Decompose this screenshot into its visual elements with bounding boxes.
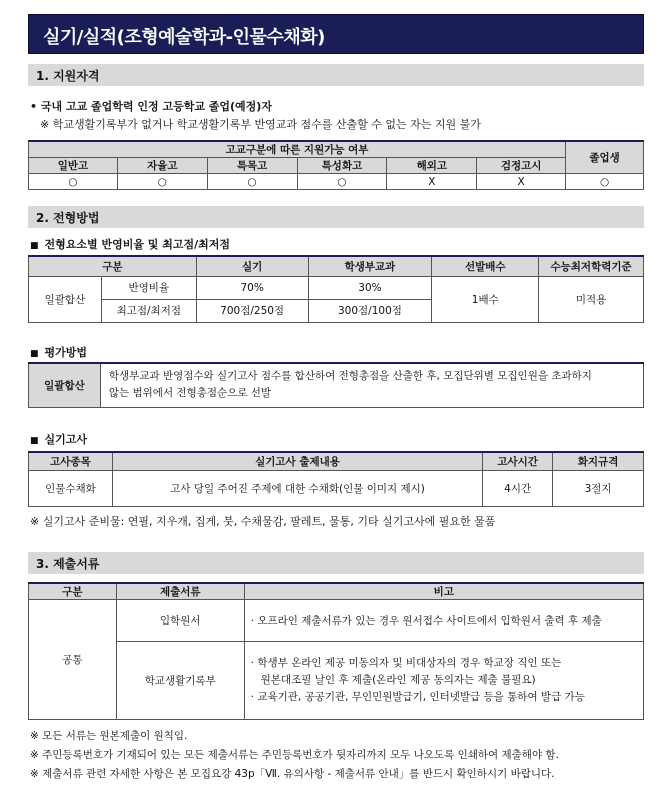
col-header: 고사종목 [29,452,113,470]
cell-value: 3절지 [553,470,644,506]
section-title: 2. 전형방법 [36,211,100,225]
col-header: 일반고 [29,158,118,174]
eval-label: 일괄합산 [29,363,101,407]
col-header: 특성화고 [297,158,387,174]
practical-note: ※ 실기고사 준비물: 연필, 지우개, 집게, 붓, 수채물감, 팔레트, 물통, 기타 실기고사에 필요한 물품 [30,515,496,528]
eligibility-bullet: • 국내 고교 졸업학력 인정 고등학교 졸업(예정)자 [30,100,272,113]
cell-value: 300점/100점 [308,299,432,322]
section-title: 3. 제출서류 [36,557,100,571]
doc-name: 학교생활기록부 [116,642,244,720]
col-header: 구분 [29,583,117,600]
note-line: 원본대조필 날인 후 제출(온라인 제공 동의자는 제출 불필요) [260,674,536,686]
note-line: · 학생부 온라인 제공 미동의자 및 비대상자의 경우 학교장 직인 또는 [250,657,562,669]
row-sublabel: 최고점/최저점 [101,299,196,322]
col-header: 제출서류 [116,583,244,600]
section-header-documents [28,552,644,574]
subheading-ratio: ■ 전형요소별 반영비율 및 최고점/최저점 [30,236,230,252]
col-header: 수능최저학력기준 [539,256,644,276]
group-cell: 공통 [29,600,117,720]
cell-value: ○ [29,174,118,190]
cell-value: X [387,174,477,190]
note-line: · 교육기관, 공공기관, 무인민원발급기, 인터넷발급 등을 통하여 발급 가능 [250,691,585,703]
footer-note: ※ 모든 서류는 원본제출이 원칙임. [30,730,188,742]
cell-value: ○ [207,174,297,190]
cell-value: 고사 당일 주어진 주제에 대한 수채화(인물 이미지 제시) [112,470,482,506]
footer-note: ※ 제출서류 관련 자세한 사항은 본 모집요강 43p「Ⅶ. 유의사항 - 제출서류 안내」를 반드시 확인하시기 바랍니다. [30,768,555,780]
col-header: 고사시간 [483,452,553,470]
page-title: 실기/실적(조형예술학과-인물수채화) [43,27,325,48]
ratio-table [28,255,644,323]
cell-value: ○ [566,174,644,190]
col-header: 학생부교과 [308,256,432,276]
section-header-method [28,206,644,228]
doc-name: 입학원서 [116,600,244,642]
eval-text [100,363,643,407]
col-header: 해외고 [387,158,477,174]
col-header: 실기 [196,256,308,276]
col-header: 실기고사 출제내용 [112,452,482,470]
practical-table [28,451,644,507]
cell-value: 30% [308,276,432,299]
eval-table [28,362,644,408]
subheading-practical: ■ 실기고사 [30,431,87,447]
school-type-table [28,140,644,190]
cell-value: X [477,174,566,190]
multiplier-cell: 1배수 [432,276,539,322]
col-header: 자율고 [117,158,207,174]
row-sublabel: 반영비율 [101,276,196,299]
eval-line: 학생부교과 반영점수와 실기고사 점수를 합산하여 전형총점을 산출한 후, 모집단위별 모집인원을 초과하지 [108,370,592,383]
row-label: 일괄합산 [29,276,102,322]
documents-table [28,582,644,720]
cell-value: ○ [117,174,207,190]
footer-note: ※ 주민등록번호가 기재되어 있는 모든 제출서류는 주민등록번호가 뒷자리까지 모두 나오도록 인쇄하여 제출해야 함. [30,749,559,761]
doc-note [244,642,643,720]
col-header: 특목고 [207,158,297,174]
min-standard-cell: 미적용 [539,276,644,322]
cell-value: 인물수채화 [29,470,113,506]
col-header: 비고 [244,583,643,600]
title-banner [28,14,644,54]
col-header: 선발배수 [432,256,539,276]
col-header: 구분 [29,256,197,276]
col-header: 검정고시 [477,158,566,174]
doc-note: · 오프라인 제출서류가 있는 경우 원서접수 사이트에서 입학원서 출력 후 제출 [244,600,643,642]
cell-value: 700점/250점 [196,299,308,322]
graduate-header: 졸업생 [566,141,644,174]
eval-line: 않는 범위에서 전형총점순으로 선발 [108,387,272,400]
eligibility-note: ※ 학교생활기록부가 없거나 학교생활기록부 반영교과 점수를 산출할 수 없는 자는 지원 불가 [40,118,481,131]
subheading-eval: ■ 평가방법 [30,344,87,360]
cell-value: ○ [297,174,387,190]
cell-value: 70% [196,276,308,299]
section-header-eligibility [28,64,644,86]
cell-value: 4시간 [483,470,553,506]
col-header: 화지규격 [553,452,644,470]
group-header: 고교구분에 따른 지원가능 여부 [29,141,566,158]
section-title: 1. 지원자격 [36,69,100,83]
